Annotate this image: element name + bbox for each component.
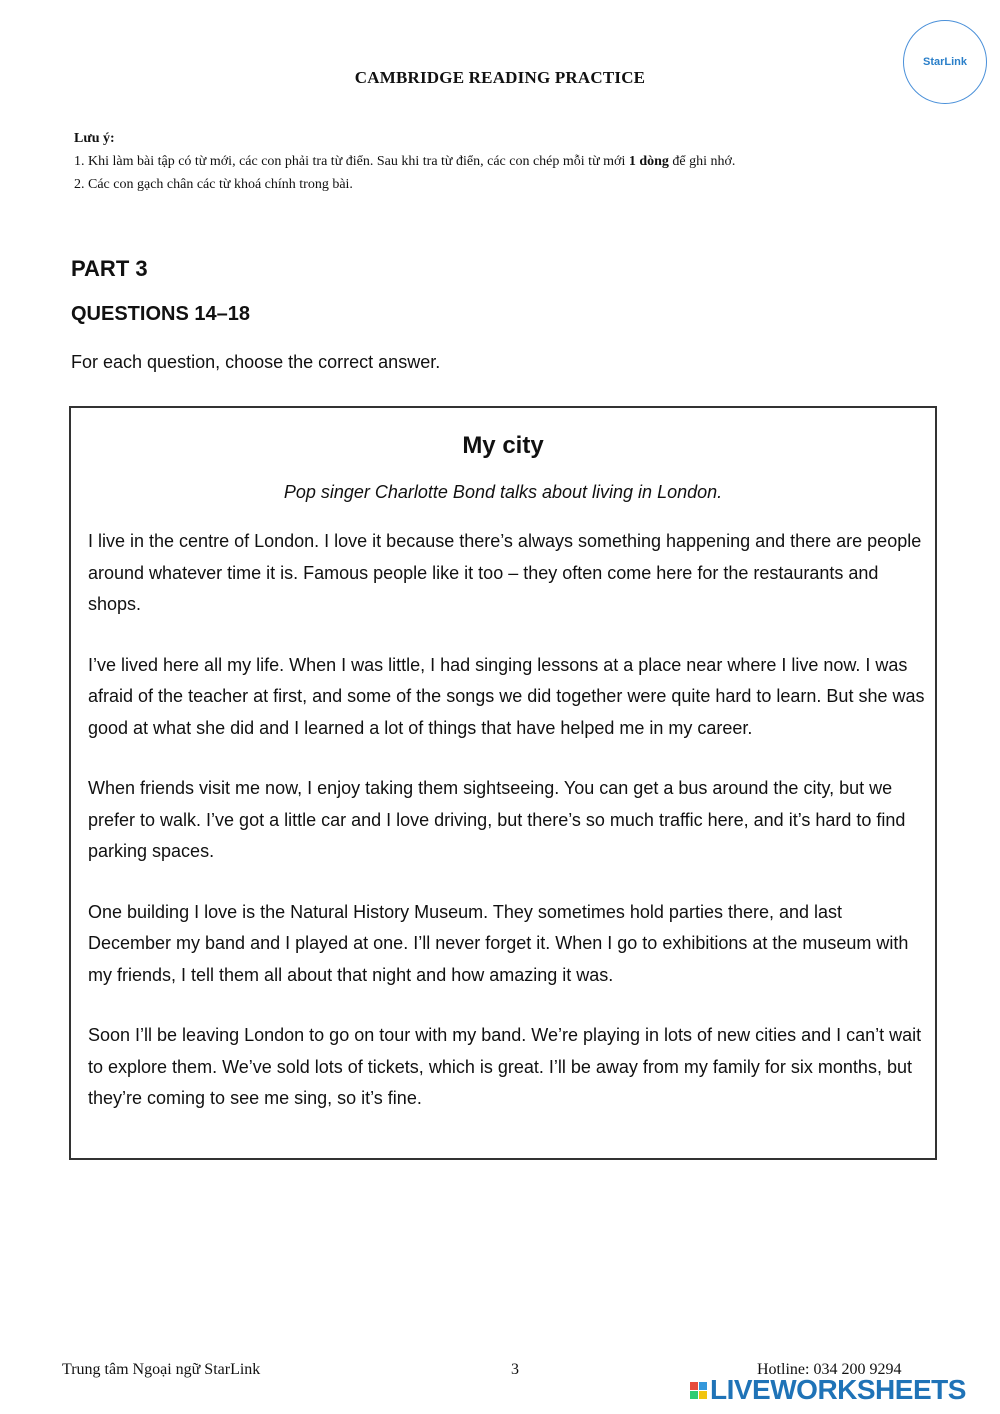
note-section <box>74 127 954 196</box>
note-line-1-bold: 1 dòng <box>628 154 669 169</box>
questions-heading: QUESTIONS 14–18 <box>71 303 250 325</box>
article-title: My city <box>462 432 544 459</box>
reading-passage-box <box>69 406 937 1160</box>
note-line-1-end: để ghi nhớ. <box>668 154 736 169</box>
paragraph: I’ve lived here all my life. When I was little, I had singing lessons at a place near where I live now. I was afraid of the teacher at first, and some of the songs we did together were quite hard to learn. But she was good at what she did and I learned a lot of things that have helped me in my career. <box>88 654 925 738</box>
note-line-2: 2. Các con gạch chân các từ khoá chính trong bài. <box>74 177 353 192</box>
paragraph: Soon I’ll be leaving London to go on tour with my band. We’re playing in lots of new cities and I can’t wait to explore them. We’ve sold lots of tickets, which is great. I’ll be away from my family for six months, but they’re coming to see me sing, so it’s fine. <box>88 1025 922 1108</box>
article-body <box>88 526 928 1144</box>
logo-text: StarLink <box>922 56 967 68</box>
paragraph: I live in the centre of London. I love it because there’s always something happening and there are people around whatever time it is. Famous people like it too – they often come here for the restaurants and shops. <box>88 531 922 614</box>
footer-page-number: 3 <box>511 1361 519 1378</box>
part-heading: PART 3 <box>71 256 148 281</box>
liveworksheets-text: LIVEWORKSHEETS <box>710 1374 966 1405</box>
paragraph: When friends visit me now, I enjoy taking them sightseeing. You can get a bus around the city, but we prefer to walk. I’ve got a little car and I love driving, but there’s so much traffic here, and it’s hard to find parking spaces. <box>88 778 906 861</box>
liveworksheets-watermark <box>690 1374 966 1406</box>
note-line-1 <box>74 150 954 173</box>
instruction-text: For each question, choose the correct answer. <box>71 352 441 372</box>
footer-center-name: Trung tâm Ngoại ngữ StarLink <box>62 1361 261 1378</box>
paragraph: One building I love is the Natural History Museum. They sometimes hold parties there, and last December my band and I played at one. I’ll never forget it. When I go to exhibitions at the museum with my friends, I tell them all about that night and how amazing it was. <box>88 901 909 985</box>
note-title: Lưu ý: <box>74 131 115 146</box>
starlink-logo <box>903 20 987 104</box>
note-line-1-text: 1. Khi làm bài tập có từ mới, các con phải tra từ điển. Sau khi tra từ điển, các con chép mỗi từ mới <box>74 154 629 169</box>
article-subtitle: Pop singer Charlotte Bond talks about living in London. <box>283 482 723 502</box>
liveworksheets-icon <box>690 1382 707 1399</box>
page-title: CAMBRIDGE READING PRACTICE <box>354 68 646 87</box>
footer-hotline: Hotline: 034 200 9294 <box>757 1361 902 1378</box>
